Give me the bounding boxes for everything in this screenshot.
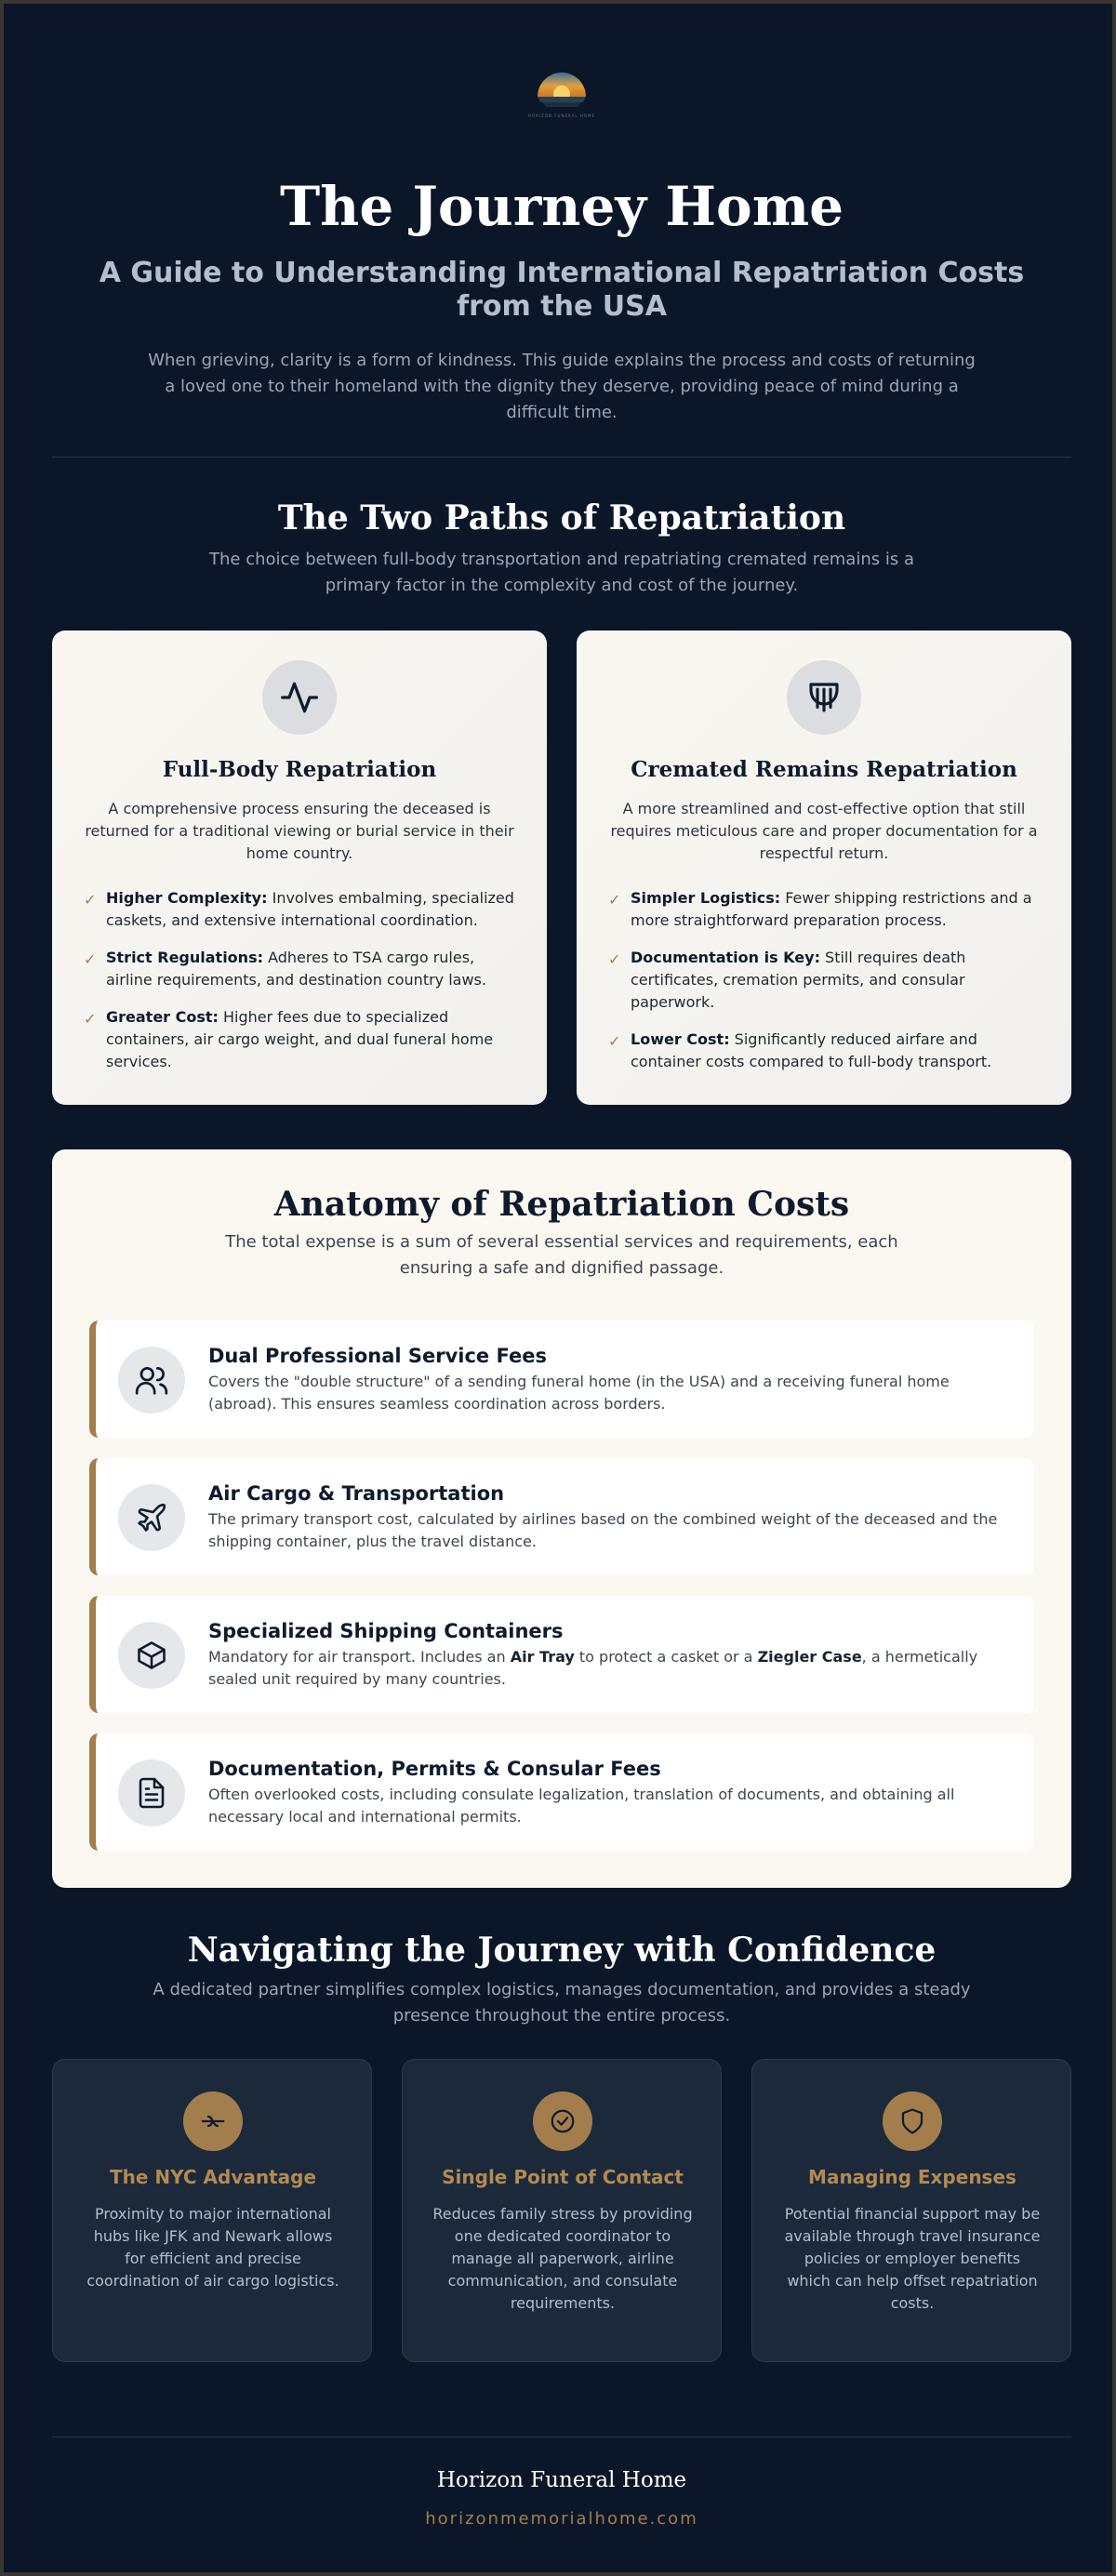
list-item: ✓ Higher Complexity: Involves embalming, specialized caskets, and extensive international coordination. — [84, 889, 514, 929]
sunset-logo-icon — [535, 63, 589, 117]
cost-anatomy-panel — [52, 1149, 1071, 1888]
path-card-cremated — [577, 631, 1071, 1105]
costs-title: Anatomy of Repatriation Costs — [273, 1185, 850, 1224]
cost-item-text: Often overlooked costs, including consulate legalization, translation of documents, and obtaining all necessary local and international permits. — [208, 1786, 955, 1826]
nav-card-expenses — [751, 2059, 1071, 2362]
path-card-title: Cremated Remains Repatriation — [631, 757, 1017, 782]
logo-caption: HORIZON FUNERAL HOME — [527, 113, 595, 118]
page-subtitle: A Guide to Understanding International Repatriation Costs from the USA — [99, 257, 1025, 323]
cost-item-documentation — [89, 1733, 1034, 1851]
cost-item-air-cargo — [89, 1458, 1034, 1575]
cost-item-service-fees — [89, 1321, 1034, 1438]
cost-item-text: The primary transport cost, calculated by airlines based on the combined weight of the deceased and the shipping container, plus the travel distance. — [208, 1510, 998, 1550]
list-item: ✓ Simpler Logistics: Fewer shipping restrictions and a more straightforward preparation process. — [608, 889, 1032, 929]
footer-company-name: Horizon Funeral Home — [436, 2468, 687, 2492]
cost-item-name: Air Cargo & Transportation — [208, 1482, 505, 1505]
check-icon: ✓ — [84, 950, 97, 968]
list-item: ✓ Documentation is Key: Still requires death certificates, cremation permits, and consular paperwork. — [608, 949, 966, 1011]
check-icon: ✓ — [608, 891, 621, 909]
cost-item-text: Mandatory for air transport. Includes an Air Tray to protect a casket or a Ziegler Case, a hermetically sealed unit required by many countries. — [208, 1648, 978, 1688]
nav-card-text: Reduces family stress by providing one dedicated coordinator to manage all paperwork, airline communication, and consulate requirements. — [432, 2205, 693, 2312]
footer-website-link[interactable]: horizonmemorialhome.com — [425, 2509, 698, 2529]
path-card-description: A more streamlined and cost-effective option that still requires meticulous care and proper documentation for a respectful return. — [610, 800, 1038, 862]
navigate-description: A dedicated partner simplifies complex logistics, manages documentation, and provides a steady presence throughout the entire process. — [153, 1980, 971, 2025]
paths-description: The choice between full-body transportation and repatriating cremated remains is a primary factor in the complexity and cost of the journey. — [209, 550, 914, 595]
urn-icon — [787, 660, 861, 735]
pulse-icon — [262, 660, 337, 735]
nav-card-text: Proximity to major international hubs like JFK and Newark allows for efficient and precise coordination of air cargo logistics. — [86, 2205, 339, 2290]
cost-item-containers — [89, 1596, 1034, 1713]
check-icon: ✓ — [608, 1032, 621, 1050]
cost-item-name: Documentation, Permits & Consular Fees — [208, 1758, 661, 1780]
cost-item-name: Specialized Shipping Containers — [208, 1620, 564, 1642]
check-icon: ✓ — [84, 891, 97, 909]
route-icon — [183, 2091, 243, 2151]
costs-description: The total expense is a sum of several essential services and requirements, each ensuring a safe and dignified passage. — [225, 1232, 898, 1278]
check-icon: ✓ — [84, 1010, 97, 1028]
cost-item-text: Covers the "double structure" of a sending funeral home (in the USA) and a receiving funeral home (abroad). This ensures seamless coordination across borders. — [208, 1373, 950, 1413]
nav-card-single-contact — [402, 2059, 722, 2362]
shield-icon — [883, 2091, 942, 2151]
box-icon — [118, 1622, 185, 1689]
list-item: ✓ Lower Cost: Significantly reduced airfare and container costs compared to full-body transport. — [608, 1030, 992, 1070]
nav-card-title: Managing Expenses — [808, 2166, 1016, 2188]
paths-title: The Two Paths of Repatriation — [277, 498, 846, 538]
navigate-title: Navigating the Journey with Confidence — [187, 1931, 937, 1970]
path-points-list — [608, 887, 1045, 1088]
document-icon — [118, 1759, 185, 1826]
nav-card-title: Single Point of Contact — [442, 2166, 684, 2188]
nav-card-text: Potential financial support may be available through travel insurance policies or employer benefits which can help offset repatriation costs. — [784, 2205, 1041, 2312]
header-divider — [52, 457, 1071, 458]
airplane-icon — [118, 1484, 185, 1551]
check-circle-icon — [533, 2091, 592, 2151]
cost-item-name: Dual Professional Service Fees — [208, 1345, 547, 1367]
path-points-list — [84, 887, 521, 1088]
page-title: The Journey Home — [280, 175, 844, 238]
path-card-full-body — [52, 631, 547, 1105]
check-icon: ✓ — [608, 950, 621, 968]
path-card-description: A comprehensive process ensuring the deceased is returned for a traditional viewing or burial service in their home country. — [85, 800, 514, 862]
users-icon — [118, 1347, 185, 1414]
list-item: ✓ Greater Cost: Higher fees due to specialized containers, air cargo weight, and dual funeral home services. — [84, 1008, 494, 1070]
path-card-title: Full-Body Repatriation — [162, 757, 437, 782]
nav-card-title: The NYC Advantage — [109, 2166, 317, 2188]
nav-card-nyc-advantage — [52, 2059, 372, 2362]
intro-text: When grieving, clarity is a form of kindness. This guide explains the process and costs of returning a loved one to their homeland with the dignity they deserve, providing peace of mind during a difficult time. — [148, 351, 976, 422]
list-item: ✓ Strict Regulations: Adheres to TSA cargo rules, airline requirements, and destination country laws. — [84, 949, 486, 989]
